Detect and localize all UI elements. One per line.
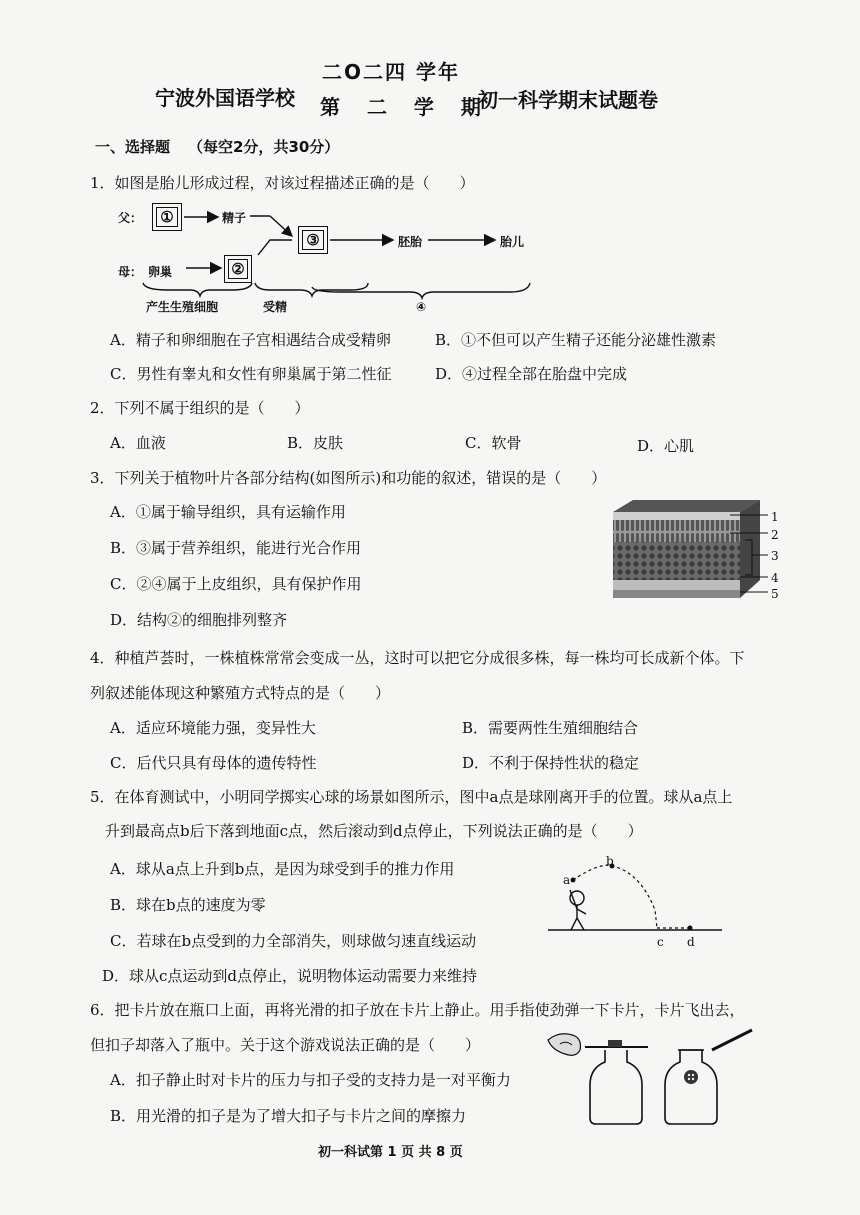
leaf-label-3: 3 — [771, 549, 779, 563]
q6-stem-line1: 6．把卡片放在瓶口上面，再将光滑的扣子放在卡片上静止。用手指使劲弹一下卡片，卡片飞出去， — [90, 1001, 745, 1019]
q2-option-d: D．心肌 — [637, 437, 695, 455]
q1-option-b: B．①不但可以产生精子还能分泌雄性激素 — [435, 331, 717, 349]
stage-1-label: 产生生殖细胞 — [146, 300, 219, 314]
q3-stem: 3．下列关于植物叶片各部分结构(如图所示)和功能的叙述，错误的是（ ） — [90, 469, 607, 487]
leaf-label-5: 5 — [771, 587, 779, 601]
q2-option-c: C．软骨 — [465, 434, 522, 452]
q5-option-b: B．球在b点的速度为零 — [110, 896, 266, 914]
semester: 第 二 学 期 — [320, 95, 491, 119]
q4-option-d: D．不利于保持性状的稳定 — [462, 754, 640, 772]
q6-option-b: B．用光滑的扣子是为了增大扣子与卡片之间的摩擦力 — [110, 1107, 467, 1125]
box-3: ③ — [298, 226, 328, 254]
q4-stem-line1: 4．种植芦荟时，一株植株常常会变成一丛，这时可以把它分成很多株，每一株均可长成新个体。下 — [90, 649, 745, 667]
leaf-label-2: 2 — [771, 528, 779, 542]
point-c-label: c — [657, 935, 664, 949]
leaf-label-4: 4 — [771, 571, 779, 585]
q2-stem: 2．下列不属于组织的是（ ） — [90, 399, 310, 417]
point-a-label: a — [563, 873, 571, 887]
sperm-label: 精子 — [222, 211, 247, 225]
father-label: 父： — [118, 211, 143, 225]
q5-option-d: D．球从c点运动到d点停止，说明物体运动需要力来维持 — [102, 967, 478, 985]
q3-option-a: A．①属于输导组织，具有运输作用 — [110, 503, 346, 521]
q4-option-b: B．需要两性生殖细胞结合 — [462, 719, 639, 737]
exam-title: 初一科学期末试题卷 — [478, 88, 658, 112]
q5-stem-line2: 升到最高点b后下落到地面c点，然后滚动到d点停止，下列说法正确的是（ ） — [105, 822, 643, 840]
ovary-label: 卵巢 — [148, 265, 173, 279]
q1-option-a: A．精子和卵细胞在子宫相遇结合成受精卵 — [110, 331, 391, 349]
q3-option-c: C．②④属于上皮组织，具有保护作用 — [110, 575, 362, 593]
q4-stem-line2: 列叙述能体现这种繁殖方式特点的是（ ） — [90, 684, 391, 702]
q3-option-d: D．结构②的细胞排列整齐 — [110, 611, 288, 629]
leaf-label-1: 1 — [771, 510, 779, 524]
mother-label: 母： — [118, 265, 143, 279]
q5-stem-line1: 5．在体育测试中，小明同学掷实心球的场景如图所示，图中a点是球刚离开手的位置。球从a点上 — [90, 788, 733, 806]
stage-2-label: 受精 — [263, 300, 288, 314]
q4-option-c: C．后代只具有母体的遗传特性 — [110, 754, 317, 772]
stage-3-label: ④ — [416, 300, 427, 314]
q6-option-a: A．扣子静止时对卡片的压力与扣子受的支持力是一对平衡力 — [110, 1071, 511, 1089]
embryo-label: 胚胎 — [398, 235, 423, 249]
section-title: 一、选择题 — [95, 138, 171, 156]
q4-option-a: A．适应环境能力强，变异性大 — [110, 719, 316, 737]
q6-stem-line2: 但扣子却落入了瓶中。关于这个游戏说法正确的是（ ） — [90, 1036, 481, 1054]
q3-option-b: B．③属于营养组织，能进行光合作用 — [110, 539, 362, 557]
section-note: （每空2分，共30分） — [188, 138, 340, 156]
q1-stem: 1．如图是胎儿形成过程，对该过程描述正确的是（ ） — [90, 174, 475, 192]
q1-option-d: D．④过程全部在胎盘中完成 — [435, 365, 628, 383]
q2-option-a: A．血液 — [110, 434, 166, 452]
page-footer: 初一科试第 1 页 共 8 页 — [318, 1145, 463, 1160]
box-1: ① — [152, 203, 182, 231]
fetus-label: 胎儿 — [500, 235, 525, 249]
point-b-label: b — [606, 854, 614, 868]
q5-option-a: A．球从a点上升到b点，是因为球受到手的推力作用 — [110, 860, 455, 878]
q2-option-b: B．皮肤 — [287, 434, 344, 452]
q1-option-c: C．男性有睾丸和女性有卵巢属于第二性征 — [110, 365, 392, 383]
point-d-label: d — [687, 935, 695, 949]
box-2: ② — [224, 255, 252, 283]
school-name: 宁波外国语学校 — [155, 86, 295, 110]
q5-option-c: C．若球在b点受到的力全部消失，则球做匀速直线运动 — [110, 932, 477, 950]
school-year: 二O二四 学年 — [322, 60, 460, 84]
